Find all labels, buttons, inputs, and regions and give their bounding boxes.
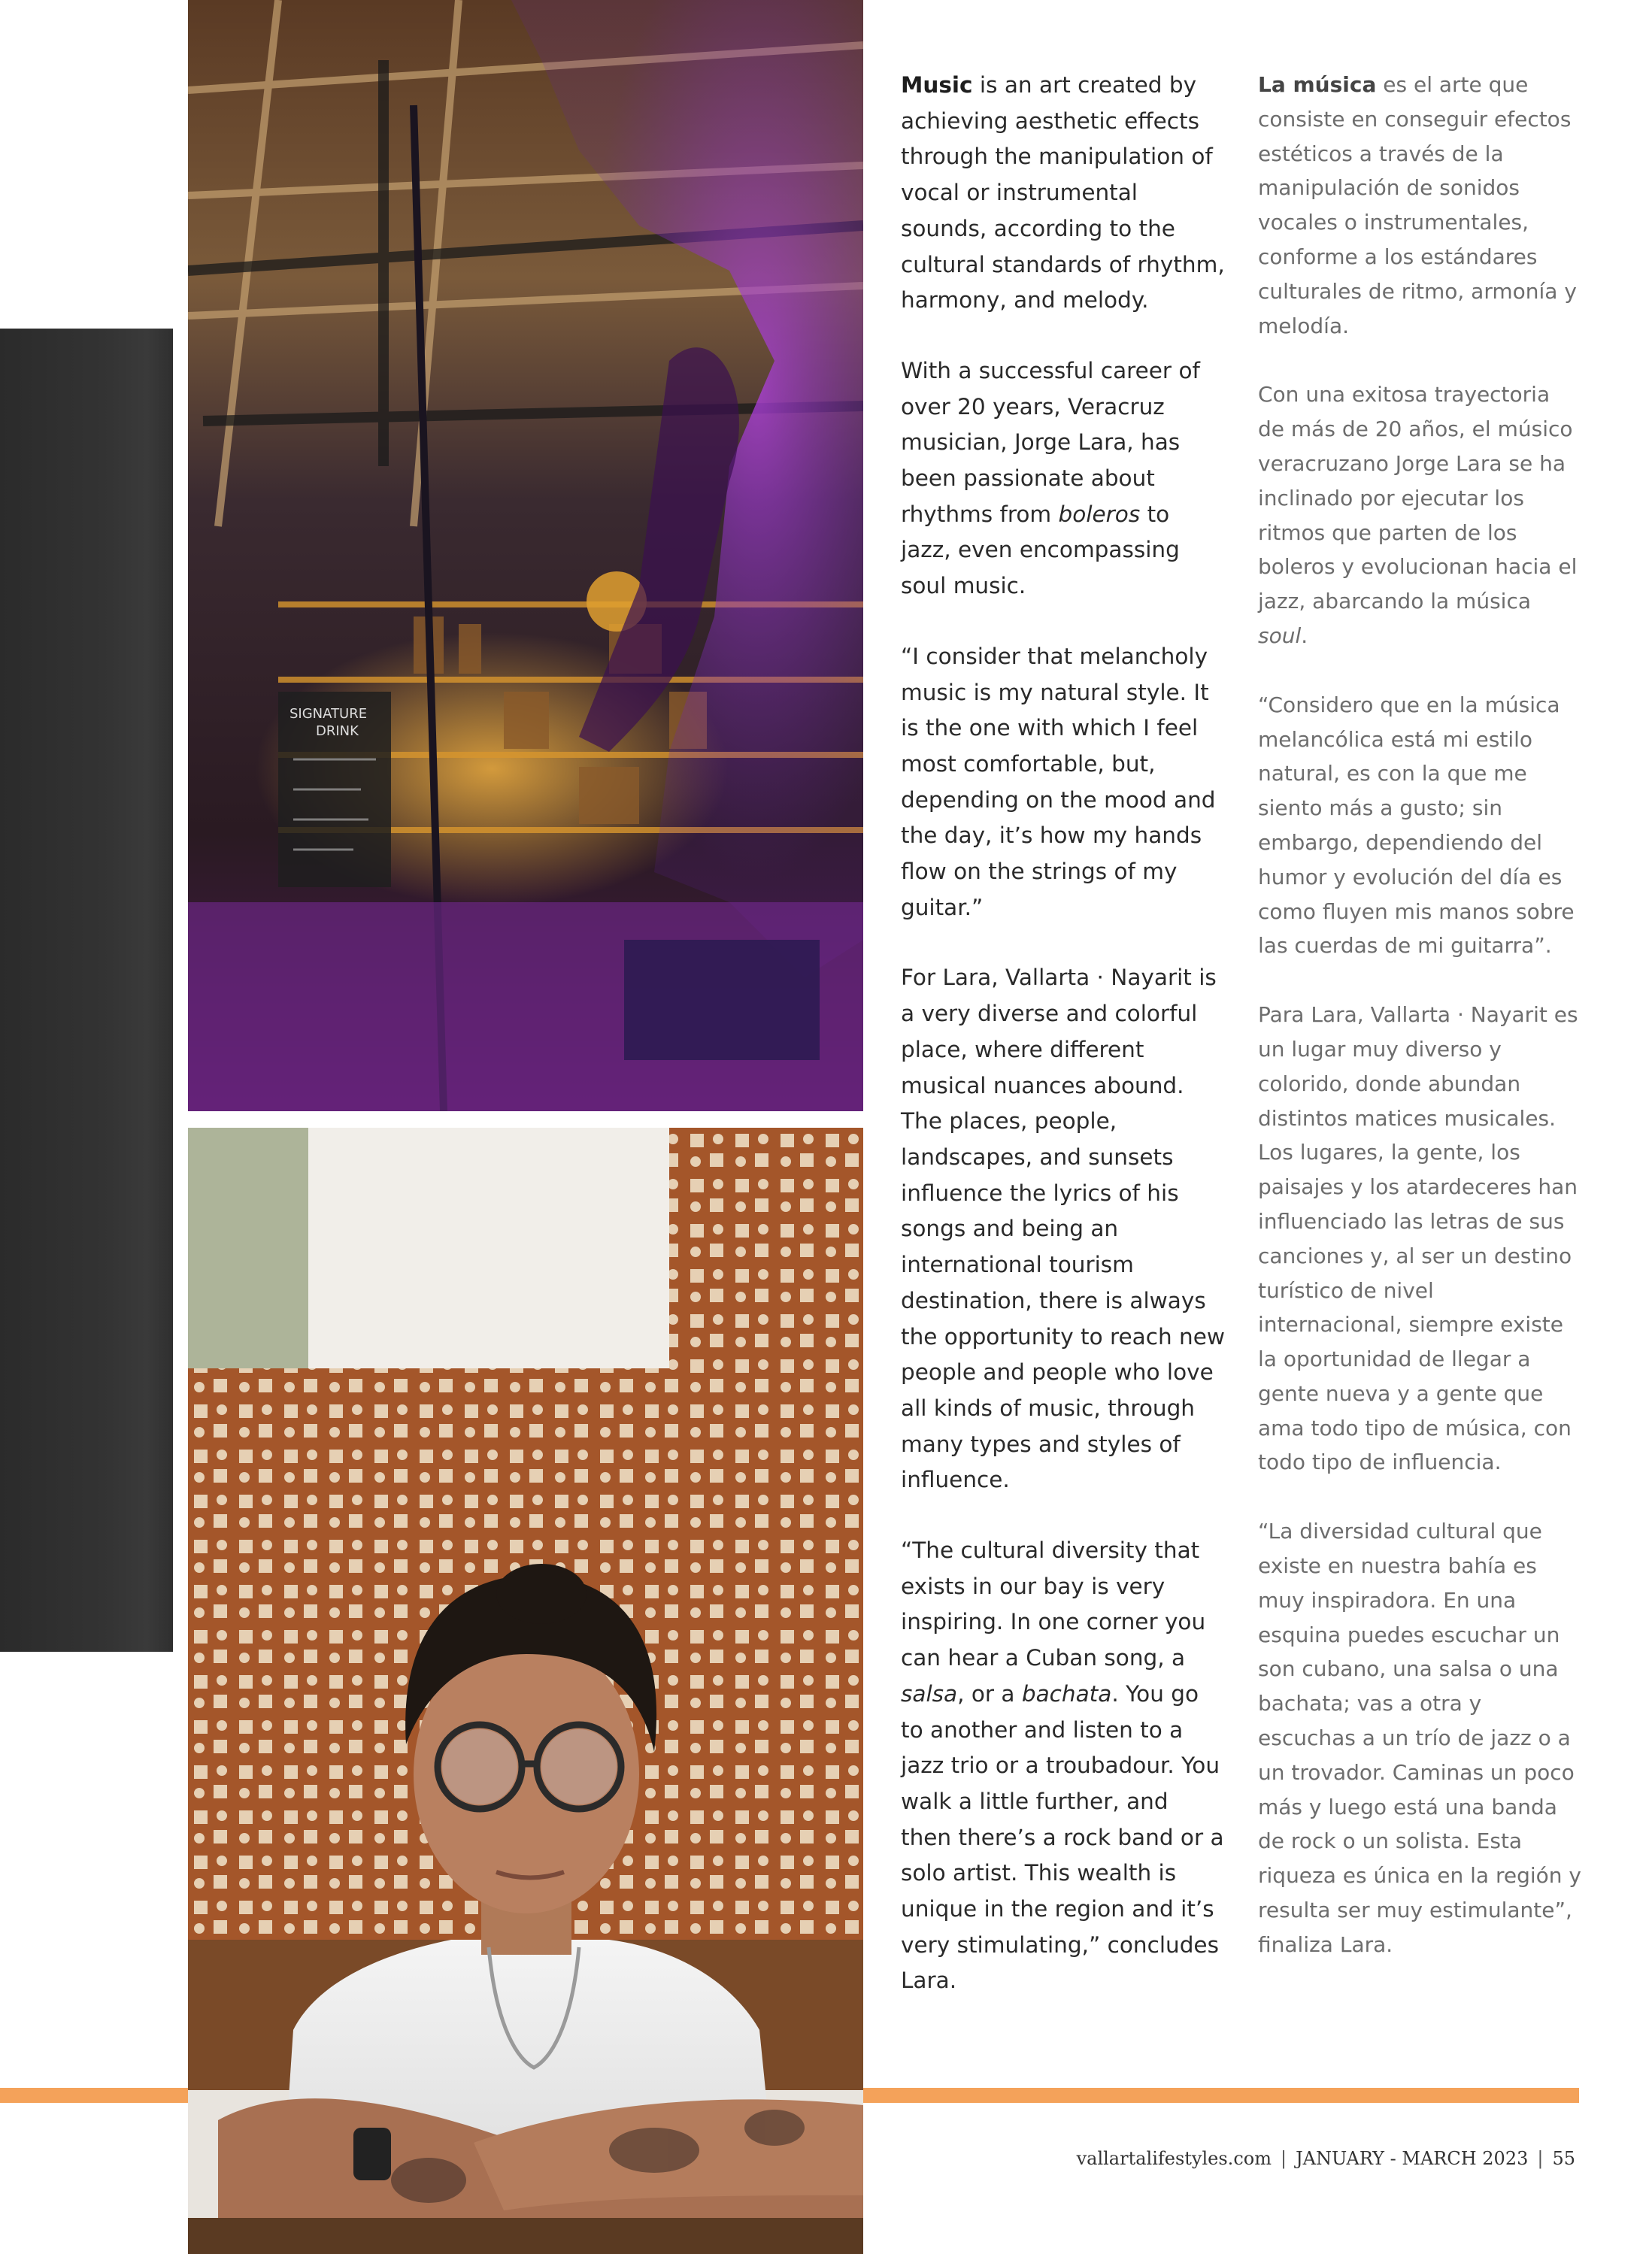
footer-website[interactable]: vallartalifestyles.com — [1076, 2148, 1272, 2169]
text-run: “The cultural diversity that exists in our bay is very inspiring. In one corner you can hear a Cuban song, a — [901, 1538, 1206, 1671]
text-run: . You go to another and listen to a jazz trio or a troubadour. You walk a little further, and then there’s a rock band or a solo artist. This wealth is unique in the region and it’s very stimulating,” concludes Lara. — [901, 1680, 1224, 1994]
paragraph — [901, 1533, 1226, 1999]
italic-term: soul — [1258, 623, 1302, 648]
italic-term: salsa — [901, 1680, 958, 1707]
orange-rule — [863, 2088, 1579, 2103]
article-column-spanish — [1258, 68, 1583, 1997]
paragraph — [1258, 68, 1583, 343]
lead-word: La música — [1258, 72, 1377, 97]
article-column-english — [901, 68, 1226, 2034]
sign-text: SIGNATURE — [289, 706, 368, 722]
dark-side-band — [0, 329, 173, 1652]
paragraph — [901, 68, 1226, 319]
lead-word: Music — [901, 72, 973, 98]
italic-term: boleros — [1058, 501, 1141, 527]
text-run: , or a — [957, 1680, 1022, 1707]
text-run: to jazz, even encompassing soul music. — [901, 501, 1180, 599]
footer-separator: | — [1280, 2148, 1287, 2169]
sign-text: DRINK — [316, 723, 359, 739]
photo-musician-stage — [188, 0, 863, 1111]
footer-issue: JANUARY - MARCH 2023 — [1296, 2148, 1529, 2169]
page-footer — [1077, 2148, 1575, 2169]
photo-portrait-jorge-lara — [188, 1128, 863, 2254]
paragraph: “La diversidad cultural que existe en nuestra bahía es muy inspiradora. En una esquina puedes escuchar un son cubano, una salsa o una bachata; vas a otra y escuchas a un trío de jazz o a un trovador. Caminas un poco más y luego está una banda de rock o un solista. Esta riqueza es única en la región y resulta ser muy estimulante”, finaliza Lara. — [1258, 1519, 1581, 1957]
paragraph: For Lara, Vallarta · Nayarit is a very diverse and colorful place, where different musical nuances abound. The places, people, landscapes, and sunsets influence the lyrics of his songs and being an international tourism destination, there is always the opportunity to reach new people and people who love all kinds of music, through many types and styles of influence. — [901, 965, 1225, 1493]
paragraph: Para Lara, Vallarta · Nayarit es un lugar muy diverso y colorido, donde abundan distintos matices musicales. Los lugares, la gente, los paisajes y los atardeceres han influenciado las letras de sus canciones y, al ser un destino turístico de nivel internacional, siempre existe la oportunidad de llegar a gente nueva y a gente que ama todo tipo de música, con todo tipo de influencia. — [1258, 1002, 1578, 1475]
paragraph: “Considero que en la música melancólica está mi estilo natural, es con la que me siento más a gusto; sin embargo, dependiendo del humor y evolución del día es como fluyen mis manos sobre las cuerdas de mi guitarra”. — [1258, 692, 1575, 959]
orange-rule — [0, 2088, 188, 2103]
paragraph — [901, 353, 1226, 604]
page-number: 55 — [1552, 2148, 1575, 2169]
italic-term: bachata — [1021, 1680, 1112, 1707]
text-run: Con una exitosa trayectoria de más de 20 años, el músico veracruzano Jorge Lara se ha inclinado por ejecutar los ritmos que parten de los boleros y evolucionan hacia el jazz, abarcando la música — [1258, 382, 1578, 614]
text-run: . — [1301, 623, 1308, 648]
footer-separator: | — [1537, 2148, 1544, 2169]
text-run: es el arte que consiste en conseguir efectos estéticos a través de la manipulación de sonidos vocales o instrumentales, conforme a los estándares culturales de ritmo, armonía y melodía. — [1258, 72, 1577, 338]
paragraph: “I consider that melancholy music is my natural style. It is the one with which I feel most comfortable, but, depending on the mood and the day, it’s how my hands flow on the strings of my guitar.” — [901, 643, 1216, 920]
paragraph — [1258, 377, 1583, 653]
text-run: With a successful career of over 20 years, Veracruz musician, Jorge Lara, has been passionate about rhythms from — [901, 357, 1200, 527]
text-run: is an art created by achieving aesthetic effects through the manipulation of vocal or instrumental sounds, according to the cultural standards of rhythm, harmony, and melody. — [901, 72, 1225, 314]
